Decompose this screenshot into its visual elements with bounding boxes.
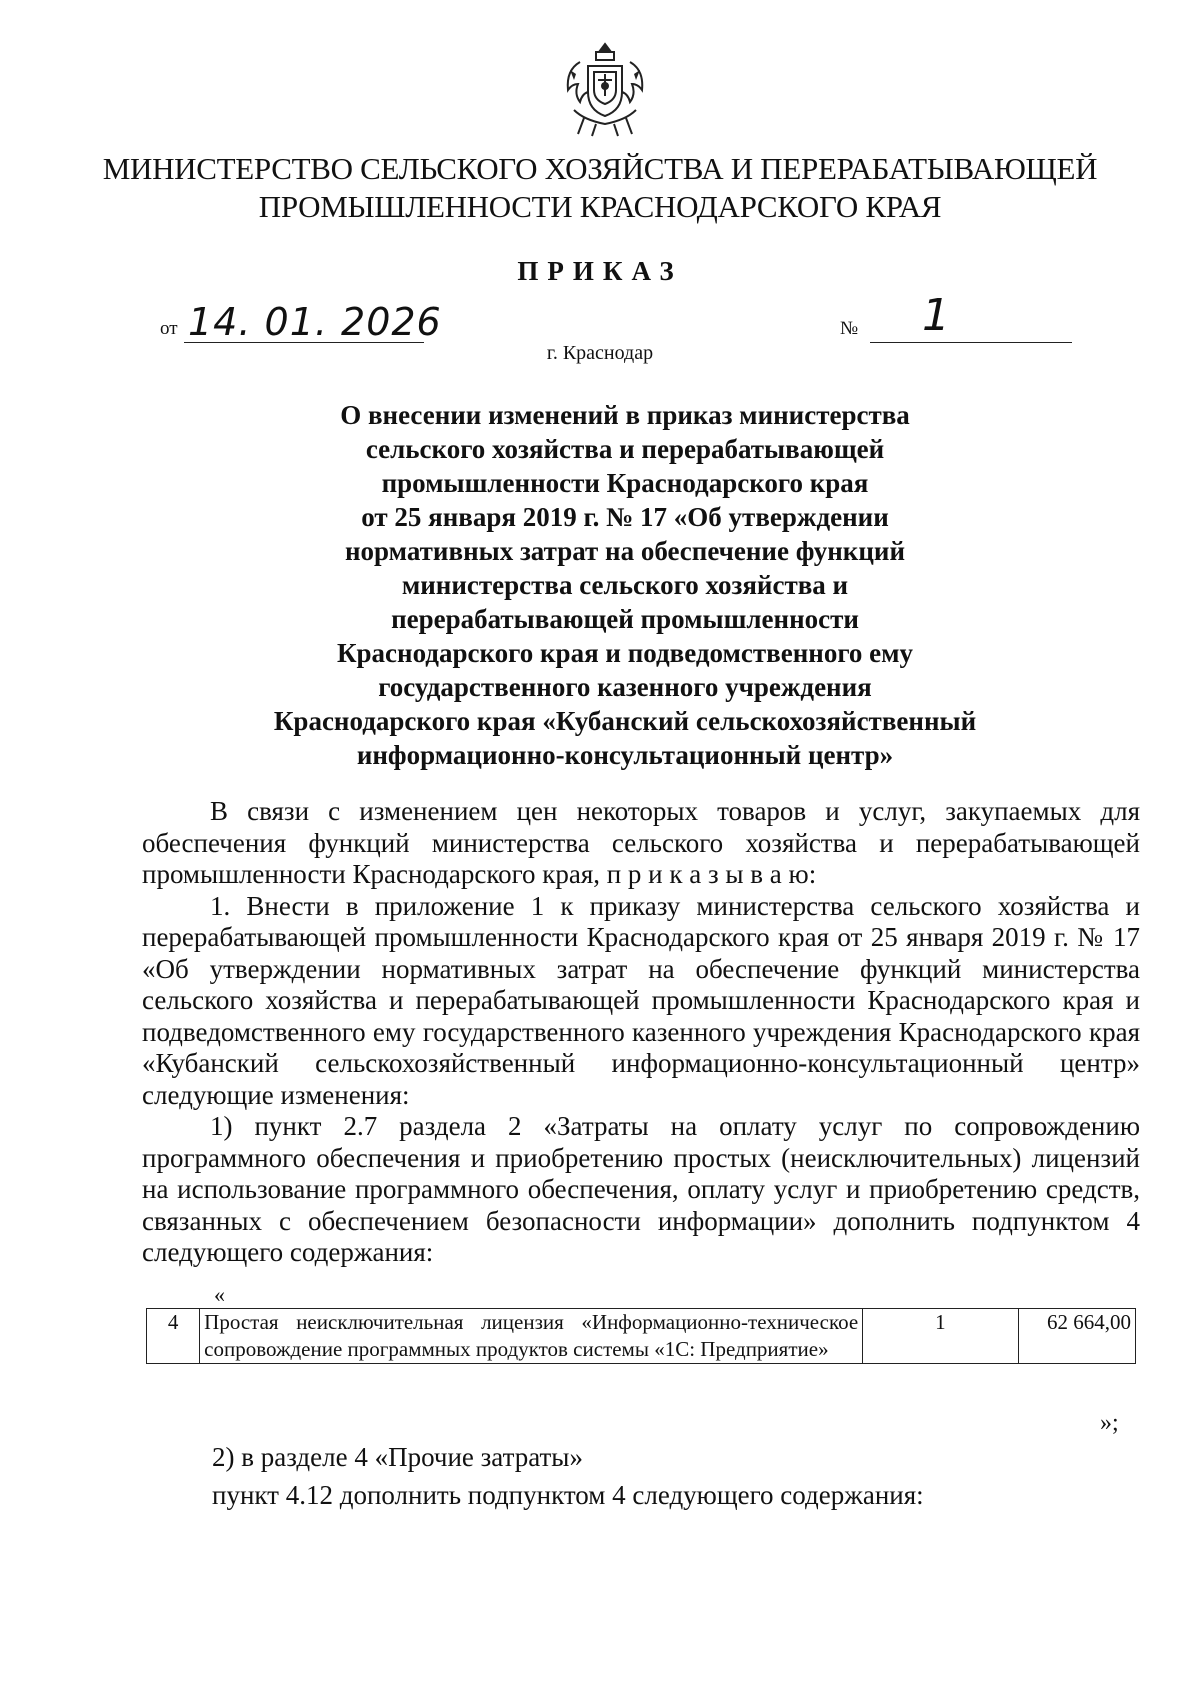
title-line: сельского хозяйства и перерабатывающей bbox=[365, 434, 885, 464]
close-quote: »; bbox=[1100, 1410, 1119, 1436]
number-value-handwritten: 1 bbox=[922, 290, 950, 341]
coat-of-arms-icon bbox=[560, 40, 650, 138]
document-title bbox=[200, 398, 1050, 772]
date-prefix: от bbox=[160, 318, 178, 339]
number-prefix: № bbox=[840, 318, 859, 339]
tail-line-2: пункт 4.12 дополнить подпунктом 4 следующего содержания: bbox=[212, 1480, 924, 1510]
title-line: министерства сельского хозяйства и bbox=[401, 570, 849, 600]
ministry-line-1: МИНИСТЕРСТВО СЕЛЬСКОГО ХОЗЯЙСТВА И ПЕРЕРАБАТЫВАЮЩЕЙ bbox=[102, 151, 1098, 186]
body-paragraph-3: 1) пункт 2.7 раздела 2 «Затраты на оплату услуг по сопровождению программного обеспечения и приобретению простых (неисключительных) лицензий на использование программного обеспечения, оплату услуг и приобретению средств, связанных с обеспечением безопасности информации» дополнить подпунктом 4 следующего содержания: bbox=[142, 1111, 1140, 1267]
table-row bbox=[147, 1309, 1136, 1364]
title-line: промышленности Краснодарского края bbox=[381, 468, 869, 498]
tail-line-1: 2) в разделе 4 «Прочие затраты» bbox=[212, 1442, 583, 1472]
title-line: перерабатывающей промышленности bbox=[391, 604, 859, 634]
title-line: Краснодарского края «Кубанский сельскохозяйственный bbox=[273, 706, 977, 736]
document-body bbox=[142, 796, 1140, 1269]
cell-price: 62 664,00 bbox=[1018, 1309, 1135, 1364]
city: г. Краснодар bbox=[546, 342, 654, 364]
number-field bbox=[840, 290, 1080, 350]
document-type: ПРИКАЗ bbox=[517, 256, 683, 286]
cell-quantity: 1 bbox=[863, 1309, 1018, 1364]
cell-name: Простая неисключительная лицензия «Информационно-техническое сопровождение программных продуктов системы «1С: Предприятие» bbox=[200, 1309, 863, 1364]
amendment-table bbox=[146, 1308, 1136, 1364]
title-line: от 25 января 2019 г. № 17 «Об утверждении bbox=[361, 502, 889, 532]
title-line: информационно-консультационный центр» bbox=[356, 740, 894, 770]
open-quote: « bbox=[214, 1282, 225, 1307]
title-line: Краснодарского края и подведомственного ему bbox=[336, 638, 914, 668]
title-line: государственного казенного учреждения bbox=[378, 672, 872, 702]
ministry-line-2: ПРОМЫШЛЕННОСТИ КРАСНОДАРСКОГО КРАЯ bbox=[258, 189, 942, 224]
title-line: нормативных затрат на обеспечение функций bbox=[345, 536, 905, 566]
date-value-handwritten: 14. 01. 2026 bbox=[188, 300, 442, 344]
ministry-name bbox=[100, 150, 1100, 226]
cell-number: 4 bbox=[147, 1309, 200, 1364]
body-paragraph-1: В связи с изменением цен некоторых товаров и услуг, закупаемых для обеспечения функций министерства сельского хозяйства и перерабатывающей промышленности Краснодарского края, п р и к а з ы в а ю: bbox=[142, 796, 1140, 889]
title-line: О внесении изменений в приказ министерства bbox=[340, 400, 910, 430]
body-paragraph-2: 1. Внести в приложение 1 к приказу министерства сельского хозяйства и перерабатывающей промышленности Краснодарского края от 25 января 2019 г. № 17 «Об утверждении нормативных затрат на обеспечение функций министерства сельского хозяйства и перерабатывающей промышленности Краснодарского края и подведомственного ему государственного казенного учреждения Краснодарского края «Кубанский сельскохозяйственный информационно-консультационный центр» следующие изменения: bbox=[142, 890, 1140, 1110]
